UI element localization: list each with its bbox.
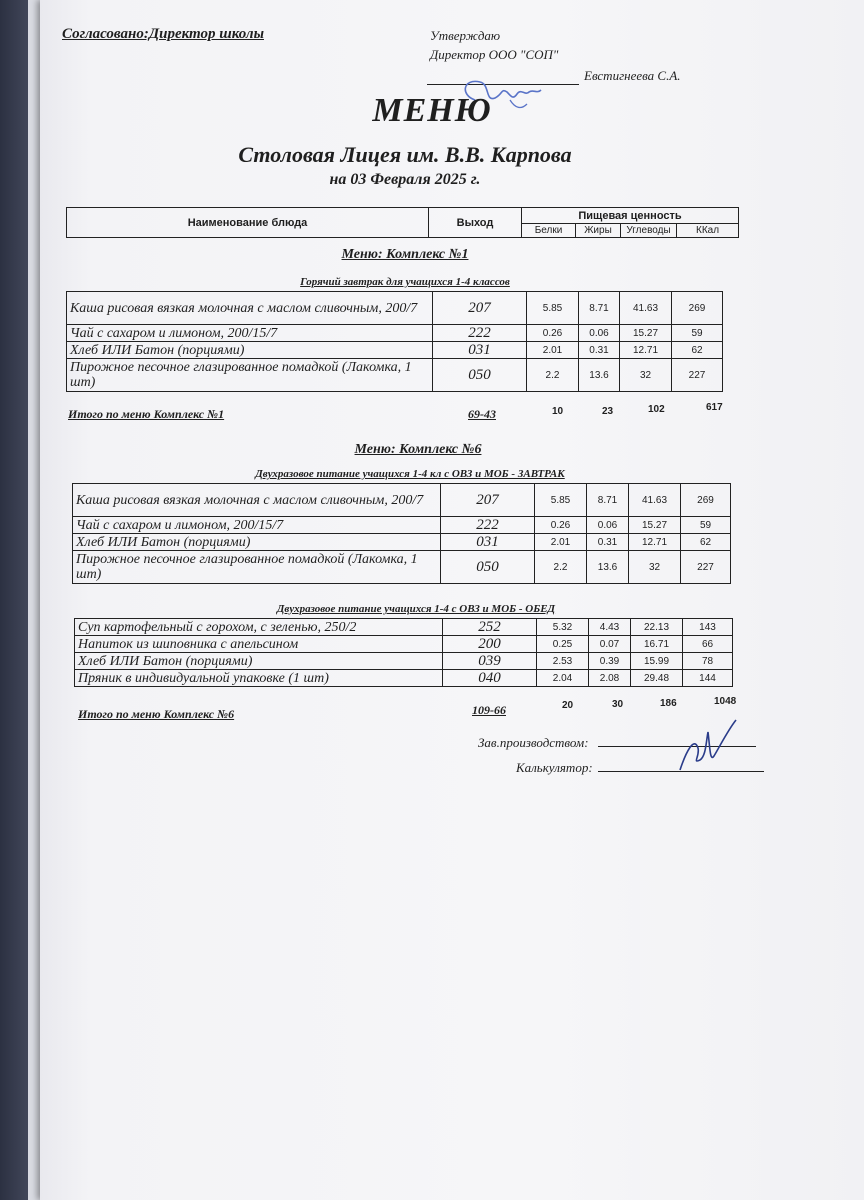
table-row <box>75 636 733 653</box>
dish-kcal: 143 <box>683 619 733 636</box>
production-manager-label: Зав.производством: <box>478 735 589 750</box>
dish-name: Пряник в индивидуальной упаковке (1 шт) <box>75 670 443 687</box>
complex6-breakfast-table <box>72 483 731 584</box>
dish-kcal: 144 <box>683 670 733 687</box>
dish-name: Хлеб ИЛИ Батон (порциями) <box>67 342 433 359</box>
table-row <box>67 325 723 342</box>
col-dish: Наименование блюда <box>67 208 429 238</box>
dish-proteins: 2.2 <box>535 551 587 584</box>
director-title: Директор ООО "СОП" <box>430 47 559 62</box>
table-row <box>73 517 731 534</box>
dish-proteins: 2.2 <box>527 359 579 392</box>
dish-fats: 0.06 <box>587 517 629 534</box>
dish-fats: 0.07 <box>589 636 631 653</box>
dish-carbs: 32 <box>620 359 672 392</box>
dish-name: Чай с сахаром и лимоном, 200/15/7 <box>73 517 441 534</box>
dish-name: Хлеб ИЛИ Батон (порциями) <box>73 534 441 551</box>
table-row <box>67 359 723 392</box>
table-row <box>73 551 731 584</box>
dish-fats: 0.06 <box>579 325 620 342</box>
dish-carbs: 15.27 <box>629 517 681 534</box>
dish-kcal: 62 <box>672 342 723 359</box>
dish-fats: 8.71 <box>587 484 629 517</box>
table-row <box>75 670 733 687</box>
complex6-total-price: 109-66 <box>472 703 506 717</box>
dish-proteins: 0.26 <box>535 517 587 534</box>
dish-carbs: 16.71 <box>631 636 683 653</box>
dish-kcal: 62 <box>681 534 731 551</box>
dish-kcal: 59 <box>681 517 731 534</box>
total-fats: 30 <box>612 699 624 710</box>
director-name: Евстигнеева С.А. <box>584 68 681 83</box>
dish-output: 207 <box>433 292 527 325</box>
dish-carbs: 41.63 <box>629 484 681 517</box>
dish-kcal: 227 <box>681 551 731 584</box>
col-nutrition: Пищевая ценность <box>522 208 739 224</box>
dish-name: Каша рисовая вязкая молочная с маслом сливочным, 200/7 <box>67 292 433 325</box>
dish-fats: 13.6 <box>579 359 620 392</box>
dish-carbs: 29.48 <box>631 670 683 687</box>
dish-proteins: 2.53 <box>537 653 589 670</box>
table-row <box>75 653 733 670</box>
total-proteins: 20 <box>562 700 574 711</box>
col-proteins: Белки <box>522 224 576 238</box>
dish-name: Пирожное песочное глазированное помадкой (Лакомка, 1 шт) <box>73 551 441 584</box>
dish-output: 252 <box>443 619 537 636</box>
dish-output: 050 <box>433 359 527 392</box>
total-fats: 23 <box>602 406 614 417</box>
complex6-lunch-title: Двухразовое питание учащихся 1-4 с ОВЗ и МОБ - ОБЕД <box>276 603 556 615</box>
dish-fats: 2.08 <box>589 670 631 687</box>
dish-kcal: 66 <box>683 636 733 653</box>
dish-proteins: 0.26 <box>527 325 579 342</box>
dish-output: 207 <box>441 484 535 517</box>
dish-output: 039 <box>443 653 537 670</box>
page-title: МЕНЮ <box>372 92 492 129</box>
total-carbs: 102 <box>648 404 665 415</box>
approve-block <box>430 26 558 64</box>
total-proteins: 10 <box>552 406 564 417</box>
dish-output: 031 <box>441 534 535 551</box>
col-carbs: Углеводы <box>621 224 677 238</box>
complex6-title: Меню: Комплекс №6 <box>354 442 482 457</box>
complex1-table <box>66 291 723 392</box>
dish-fats: 0.39 <box>589 653 631 670</box>
dish-output: 050 <box>441 551 535 584</box>
dish-proteins: 2.01 <box>535 534 587 551</box>
dish-fats: 0.31 <box>579 342 620 359</box>
canteen-name: Столовая Лицея им. В.В. Карпова <box>238 142 572 167</box>
table-row <box>67 342 723 359</box>
col-output: Выход <box>429 208 522 238</box>
complex6-lunch-table <box>74 618 733 687</box>
table-header <box>66 207 739 238</box>
col-fats: Жиры <box>576 224 621 238</box>
dish-output: 031 <box>433 342 527 359</box>
dish-name: Каша рисовая вязкая молочная с маслом сливочным, 200/7 <box>73 484 441 517</box>
table-row <box>73 484 731 517</box>
table-row <box>73 534 731 551</box>
menu-date: на 03 Февраля 2025 г. <box>329 171 481 188</box>
dish-carbs: 12.71 <box>629 534 681 551</box>
dish-name: Напиток из шиповника с апельсином <box>75 636 443 653</box>
dish-fats: 4.43 <box>589 619 631 636</box>
table-row <box>67 292 723 325</box>
dish-proteins: 0.25 <box>537 636 589 653</box>
dish-proteins: 2.01 <box>527 342 579 359</box>
dish-fats: 0.31 <box>587 534 629 551</box>
complex1-total-price: 69-43 <box>468 407 496 421</box>
calculator-label: Калькулятор: <box>516 760 593 775</box>
table-row <box>75 619 733 636</box>
dish-name: Пирожное песочное глазированное помадкой (Лакомка, 1 шт) <box>67 359 433 392</box>
dish-kcal: 269 <box>672 292 723 325</box>
dish-carbs: 22.13 <box>631 619 683 636</box>
dish-fats: 13.6 <box>587 551 629 584</box>
dish-kcal: 78 <box>683 653 733 670</box>
dish-carbs: 32 <box>629 551 681 584</box>
total-kcal: 617 <box>706 402 723 413</box>
dish-carbs: 41.63 <box>620 292 672 325</box>
dish-output: 200 <box>443 636 537 653</box>
complex6-total-label: Итого по меню Комплекс №6 <box>78 707 235 721</box>
dish-carbs: 15.27 <box>620 325 672 342</box>
complex6-breakfast-title: Двухразовое питание учащихся 1-4 кл с ОВЗ и МОБ - ЗАВТРАК <box>255 468 565 480</box>
agreed-label: Согласовано:Директор школы <box>62 26 264 42</box>
dish-proteins: 2.04 <box>537 670 589 687</box>
dish-kcal: 59 <box>672 325 723 342</box>
approve-label: Утверждаю <box>430 28 501 43</box>
dish-proteins: 5.85 <box>527 292 579 325</box>
dish-carbs: 15.99 <box>631 653 683 670</box>
dish-proteins: 5.32 <box>537 619 589 636</box>
total-carbs: 186 <box>660 698 677 709</box>
dish-kcal: 269 <box>681 484 731 517</box>
dish-output: 222 <box>433 325 527 342</box>
complex1-total-label: Итого по меню Комплекс №1 <box>68 407 225 421</box>
dish-name: Хлеб ИЛИ Батон (порциями) <box>75 653 443 670</box>
dish-name: Суп картофельный с горохом, с зеленью, 250/2 <box>75 619 443 636</box>
production-signature <box>676 712 746 776</box>
total-kcal: 1048 <box>714 696 737 707</box>
complex1-title: Меню: Комплекс №1 <box>341 247 469 262</box>
dish-output: 040 <box>443 670 537 687</box>
dish-carbs: 12.71 <box>620 342 672 359</box>
dish-proteins: 5.85 <box>535 484 587 517</box>
dish-kcal: 227 <box>672 359 723 392</box>
dish-output: 222 <box>441 517 535 534</box>
col-kcal: ККал <box>677 224 739 238</box>
dish-fats: 8.71 <box>579 292 620 325</box>
dish-name: Чай с сахаром и лимоном, 200/15/7 <box>67 325 433 342</box>
complex1-subtitle: Горячий завтрак для учащихся 1-4 классов <box>300 276 510 288</box>
